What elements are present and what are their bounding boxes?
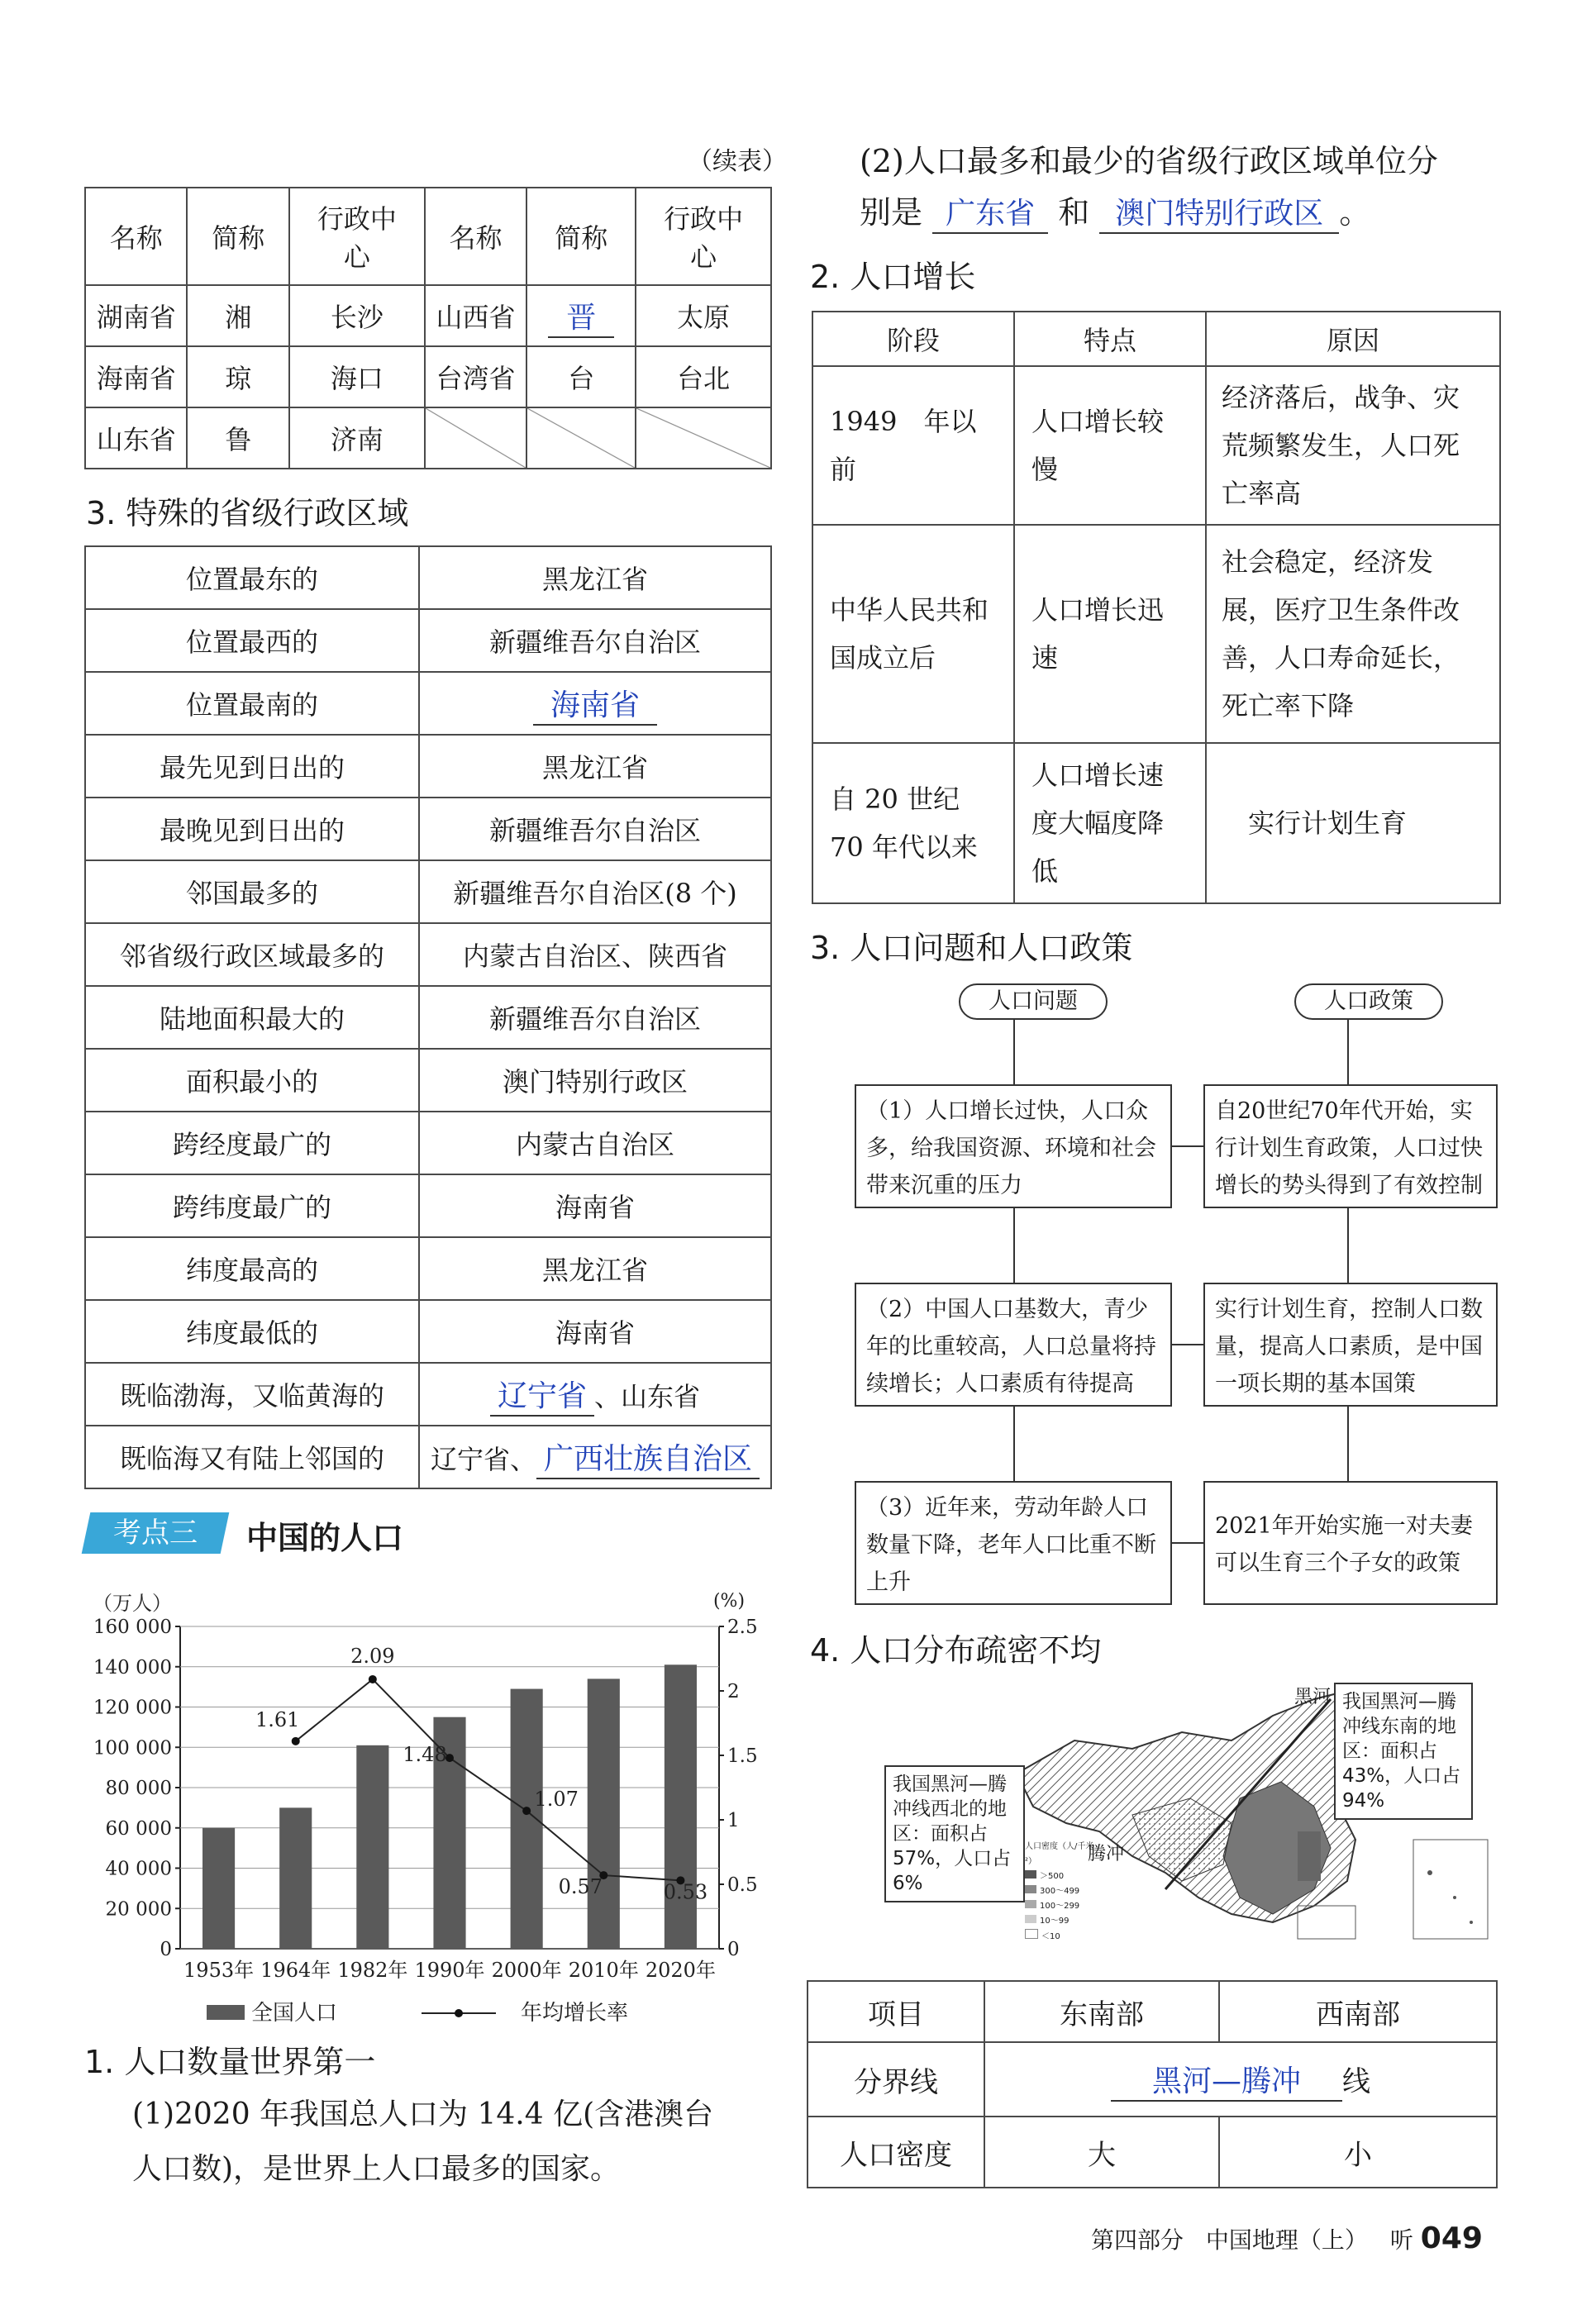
legend-swatch-icon	[1025, 1885, 1036, 1893]
table-row	[812, 743, 1500, 903]
table-header: 简称	[526, 188, 636, 285]
y-tick-label: 160 000	[93, 1617, 172, 1638]
map-label-tengchong: 腾冲	[1088, 1844, 1125, 1864]
table-cell: 湘	[187, 285, 288, 346]
empty-cell	[425, 407, 526, 469]
table-cell: 海南省	[419, 1300, 771, 1363]
table-cell: 小	[1219, 2117, 1497, 2188]
legend-swatch-icon	[1025, 1915, 1036, 1923]
table-cell: 陆地面积最大的	[85, 986, 419, 1049]
kaodian-title: 中国的人口	[246, 1520, 404, 1556]
legend-line-point	[455, 2009, 463, 2017]
continued-label: （续表）	[688, 147, 787, 176]
paragraph-line: 人口数)，是世界上人口最多的国家。	[132, 2152, 621, 2186]
section-heading: 2. 人口增长	[810, 259, 976, 295]
legend-swatch-icon	[1025, 1870, 1036, 1879]
table-row	[85, 1426, 771, 1488]
table-header: 行政中心	[289, 188, 425, 285]
table-cell: 位置最东的	[85, 546, 419, 609]
table-cell: 人口增长速度大幅度降低	[1014, 743, 1206, 903]
table-header: 东南部	[984, 1981, 1219, 2042]
table-cell: 位置最南的	[85, 672, 419, 735]
table-cell: 面积最小的	[85, 1049, 419, 1112]
x-tick-label: 1953年	[183, 1959, 255, 1982]
table-cell-fill: 晋	[526, 285, 636, 346]
table-header: 名称	[425, 188, 526, 285]
table-cell: 琼	[187, 346, 288, 407]
table-header: 项目	[808, 1981, 984, 2042]
policy-box: 自20世纪70年代开始，实行计划生育政策，人口过快增长的势头得到了有效控制	[1203, 1084, 1498, 1208]
policy-title: 人口政策	[1294, 983, 1443, 1020]
population-bar	[202, 1828, 235, 1949]
population-bar	[356, 1745, 388, 1949]
x-tick-label: 1990年	[414, 1959, 485, 1982]
table-cell: 海南省	[419, 1174, 771, 1237]
table-cell: 跨经度最广的	[85, 1112, 419, 1174]
table-cell: 黑龙江省	[419, 546, 771, 609]
table-row	[85, 1049, 771, 1112]
x-tick-label: 1982年	[337, 1959, 408, 1982]
empty-cell	[636, 407, 771, 469]
table-cell: 太原	[636, 285, 771, 346]
growth-rate-point	[292, 1737, 300, 1745]
growth-table	[812, 311, 1501, 904]
table-row	[85, 407, 771, 469]
table-cell: 最先见到日出的	[85, 735, 419, 798]
empty-cell	[526, 407, 636, 469]
table-row	[808, 2042, 1497, 2117]
table-row	[85, 1237, 771, 1300]
table-cell: 鲁	[187, 407, 288, 469]
y-tick-label: 0	[160, 1939, 172, 1960]
table-cell: 既临渤海，又临黄海的	[85, 1363, 419, 1426]
table-cell: 经济落后，战争、灾荒频繁发生，人口死亡率高	[1206, 366, 1500, 525]
table-cell: 内蒙古自治区、陕西省	[419, 923, 771, 986]
population-bar	[665, 1664, 697, 1949]
legend-swatch-icon	[1025, 1900, 1036, 1908]
table-cell: 既临海又有陆上邻国的	[85, 1426, 419, 1488]
growth-rate-label: 1.48	[403, 1743, 447, 1767]
y2-tick-label: 1	[727, 1810, 740, 1831]
table-row	[85, 798, 771, 860]
table-row	[85, 860, 771, 923]
population-chart	[83, 1579, 769, 2033]
table-header: 特点	[1014, 312, 1206, 366]
table-cell: 邻国最多的	[85, 860, 419, 923]
y2-tick-label: 2	[727, 1681, 740, 1702]
province-table	[84, 187, 772, 469]
table-cell: 山西省	[425, 285, 526, 346]
table-cell: 台北	[636, 346, 771, 407]
table-header: 行政中心	[636, 188, 771, 285]
table-cell: 黑龙江省	[419, 735, 771, 798]
table-cell: 人口密度	[808, 2117, 984, 2188]
table-cell: 黑龙江省	[419, 1237, 771, 1300]
growth-rate-label: 1.07	[534, 1788, 579, 1812]
table-row	[85, 1112, 771, 1174]
paragraph-line: 别是 广东省 和 澳门特别行政区 。	[860, 187, 1370, 234]
table-cell: 山东省	[85, 407, 187, 469]
table-header: 原因	[1206, 312, 1500, 366]
y-tick-label: 100 000	[93, 1737, 172, 1759]
table-cell: 长沙	[289, 285, 425, 346]
map-label-heihe: 黑河	[1294, 1687, 1332, 1707]
table-cell: 湖南省	[85, 285, 187, 346]
y-tick-label: 120 000	[93, 1697, 172, 1719]
footer	[1091, 2221, 1483, 2255]
table-row	[812, 525, 1500, 743]
section-heading: 4. 人口分布疏密不均	[810, 1632, 1102, 1669]
policy-box: 2021年开始实施一对夫妻可以生育三个子女的政策	[1203, 1481, 1498, 1605]
population-bar	[279, 1807, 312, 1949]
table-cell: 跨纬度最广的	[85, 1174, 419, 1237]
y-tick-label: 140 000	[93, 1656, 172, 1679]
footer-listen: 听	[1389, 2226, 1413, 2254]
table-cell: 新疆维吾尔自治区	[419, 798, 771, 860]
legend-title: 人口密度（人/千米²）	[1025, 1842, 1094, 1866]
y-tick-label: 20 000	[105, 1898, 172, 1921]
table-cell: 人口增长较慢	[1014, 366, 1206, 525]
policy-box: 实行计划生育，控制人口数量，提高人口素质，是中国一项长期的基本国策	[1203, 1283, 1498, 1407]
table-row	[85, 546, 771, 609]
problem-box: （1）人口增长过快，人口众多，给我国资源、环境和社会带来沉重的压力	[855, 1084, 1172, 1208]
west-note: 我国黑河—腾冲线西北的地区：面积占57%，人口占6%	[884, 1765, 1025, 1902]
table-row	[85, 346, 771, 407]
table-cell: 内蒙古自治区	[419, 1112, 771, 1174]
problem-title: 人口问题	[959, 983, 1108, 1020]
table-header: 简称	[187, 188, 288, 285]
y-tick-label: 80 000	[105, 1778, 172, 1799]
y2-tick-label: 0.5	[727, 1874, 758, 1896]
table-cell-fill: 黑河—腾冲 线	[984, 2042, 1497, 2117]
table-cell: 澳门特别行政区	[419, 1049, 771, 1112]
section-heading: 3. 人口问题和人口政策	[810, 930, 1133, 966]
legend-bar-swatch	[207, 2005, 245, 2020]
table-cell: 新疆维吾尔自治区	[419, 609, 771, 672]
kaodian-badge: 考点三	[82, 1512, 230, 1554]
map-legend: 人口密度（人/千米²） ＞500 300～499 100～299 10～99 ＜10	[1025, 1840, 1096, 1945]
table-row	[85, 735, 771, 798]
table-row	[85, 986, 771, 1049]
problem-box: （3）近年来，劳动年龄人口数量下降，老年人口比重不断上升	[855, 1481, 1172, 1605]
y-tick-label: 60 000	[105, 1817, 172, 1840]
table-cell: 自 20 世纪 70 年代以来	[812, 743, 1014, 903]
problem-box: （2）中国人口基数大，青少年的比重较高，人口总量将持续增长；人口素质有待提高	[855, 1283, 1172, 1407]
table-cell: 纬度最低的	[85, 1300, 419, 1363]
table-header: 名称	[85, 188, 187, 285]
paragraph-line: (1)2020 年我国总人口为 14.4 亿(含港澳台	[132, 2098, 714, 2131]
population-map	[884, 1683, 1504, 1947]
table-cell: 实行计划生育	[1206, 743, 1500, 903]
growth-rate-label: 0.53	[663, 1880, 708, 1904]
table-cell: 台	[526, 346, 636, 407]
table-cell: 邻省级行政区域最多的	[85, 923, 419, 986]
table-row	[808, 2117, 1497, 2188]
table-row	[85, 285, 771, 346]
table-cell-fill: 辽宁省 、山东省	[419, 1363, 771, 1426]
paragraph-line: (2)人口最多和最少的省级行政区域单位分	[860, 143, 1438, 179]
table-row	[85, 609, 771, 672]
table-cell: 纬度最高的	[85, 1237, 419, 1300]
table-row	[812, 366, 1500, 525]
compare-table	[807, 1980, 1498, 2188]
x-tick-label: 2010年	[568, 1959, 639, 1982]
table-cell: 海南省	[85, 346, 187, 407]
growth-rate-label: 1.61	[255, 1707, 300, 1731]
table-header: 阶段	[812, 312, 1014, 366]
table-cell: 新疆维吾尔自治区(8 个)	[419, 860, 771, 923]
table-cell: 海南省	[419, 672, 771, 735]
table-cell: 海口	[289, 346, 425, 407]
population-bar	[511, 1689, 543, 1949]
section-heading: 1. 人口数量世界第一	[84, 2044, 376, 2080]
section-heading: 3. 特殊的省级行政区域	[86, 495, 409, 531]
table-row	[85, 672, 771, 735]
table-row	[85, 1300, 771, 1363]
x-tick-label: 2000年	[491, 1959, 562, 1982]
table-cell: 新疆维吾尔自治区	[419, 986, 771, 1049]
y2-axis-label: (%)	[712, 1591, 746, 1612]
table-cell: 最晚见到日出的	[85, 798, 419, 860]
legend-label: 年均增长率	[521, 2001, 629, 2026]
table-cell: 济南	[289, 407, 425, 469]
growth-rate-label: 2.09	[350, 1644, 395, 1668]
table-cell: 台湾省	[425, 346, 526, 407]
table-cell: 位置最西的	[85, 609, 419, 672]
table-header: 西南部	[1219, 1981, 1497, 2042]
table-cell: 中华人民共和国成立后	[812, 525, 1014, 743]
population-bar	[588, 1679, 620, 1949]
y2-tick-label: 2.5	[727, 1617, 758, 1638]
y-tick-label: 40 000	[105, 1858, 172, 1880]
page-number: 049	[1420, 2221, 1483, 2255]
footer-title: 中国地理（上）	[1205, 2226, 1368, 2254]
x-tick-label: 1964年	[260, 1959, 331, 1982]
y2-tick-label: 1.5	[727, 1745, 758, 1767]
x-tick-label: 2020年	[645, 1959, 716, 1982]
table-cell: 分界线	[808, 2042, 984, 2117]
table-row	[85, 1363, 771, 1426]
y2-tick-label: 0	[727, 1939, 740, 1960]
growth-rate-point	[369, 1675, 377, 1683]
legend-label: 全国人口	[251, 2001, 338, 2026]
growth-rate-label: 0.57	[558, 1875, 603, 1899]
growth-rate-point	[522, 1807, 531, 1815]
table-cell: 社会稳定，经济发展，医疗卫生条件改善，人口寿命延长，死亡率下降	[1206, 525, 1500, 743]
growth-rate-line	[296, 1679, 681, 1880]
east-note: 我国黑河—腾冲线东南的地区：面积占43%，人口占94%	[1334, 1683, 1473, 1820]
table-row	[85, 1174, 771, 1237]
table-cell-fill: 辽宁省、 广西壮族自治区	[419, 1426, 771, 1488]
y-axis-label: （万人）	[93, 1592, 172, 1615]
table-cell: 人口增长迅速	[1014, 525, 1206, 743]
table-cell: 1949 年以前	[812, 366, 1014, 525]
special-table	[84, 545, 772, 1489]
footer-section: 第四部分	[1091, 2226, 1184, 2254]
legend-swatch-icon	[1025, 1929, 1038, 1939]
table-row	[85, 923, 771, 986]
table-cell: 大	[984, 2117, 1219, 2188]
